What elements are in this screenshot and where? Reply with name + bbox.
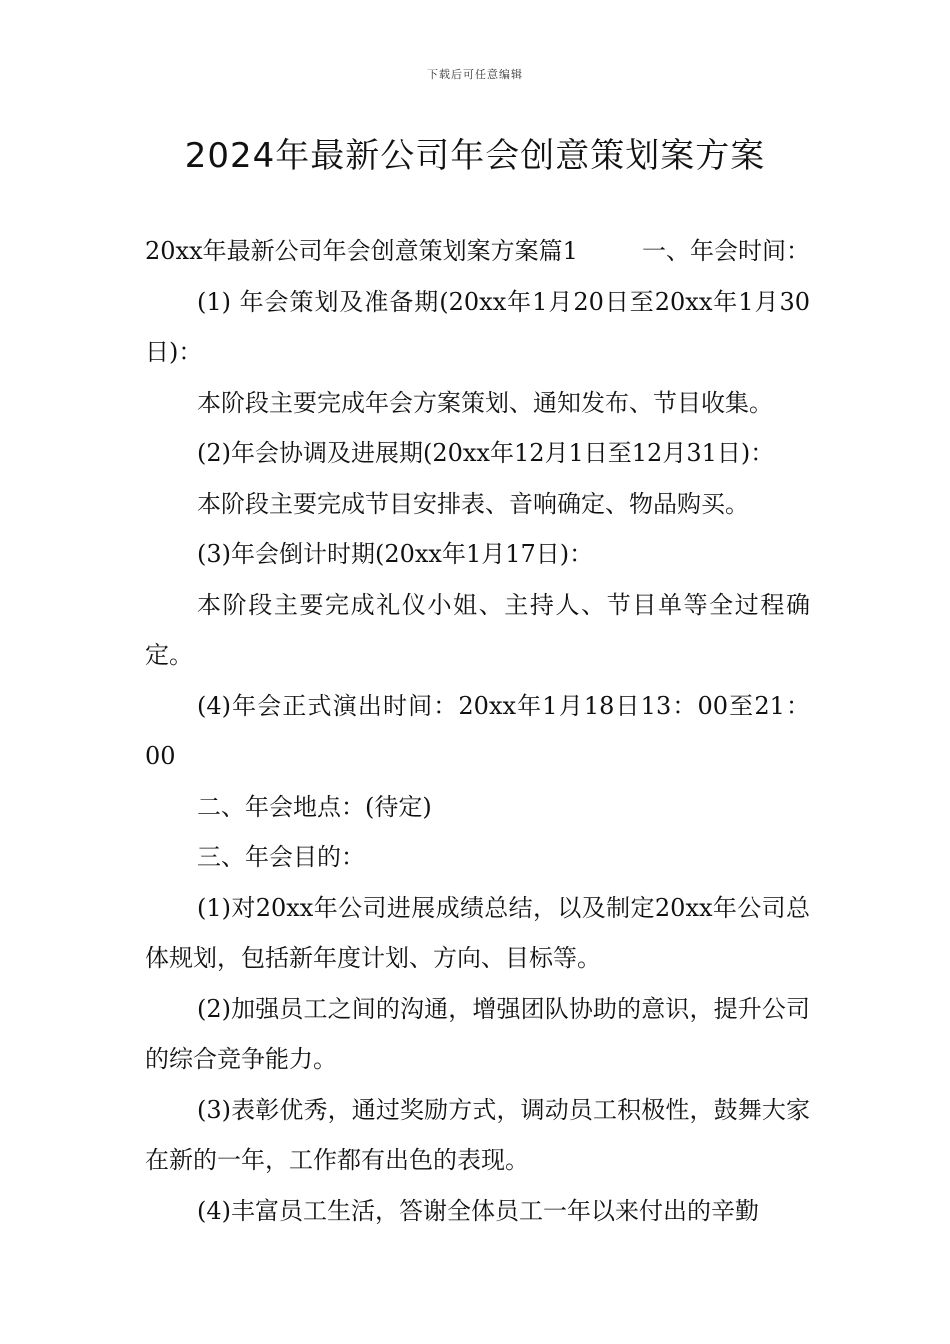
paragraph-purpose-4: (4)丰富员工生活，答谢全体员工一年以来付出的辛勤 [197,1196,759,1225]
paragraph-prep-tasks: 本阶段主要完成年会方案策划、通知发布、节目收集。 [197,388,773,417]
paragraph-purpose-1: (1)对20xx年公司进展成绩总结，以及制定20xx年公司总体规划，包括新年度计划、方向、目标等。 [145,893,810,972]
paragraph-purpose-2: (2)加强员工之间的沟通，增强团队协助的意识，提升公司的综合竞争能力。 [145,994,810,1073]
section-title: 20xx年最新公司年会创意策划案方案篇1 [145,237,578,265]
paragraph-show-time: (4)年会正式演出时间：20xx年1月18日13：00至21：00 [145,691,810,770]
document-body [145,226,810,1236]
paragraph-prep-period: (1) 年会策划及准备期(20xx年1月20日至20xx年1月30日)： [145,287,810,366]
document-title: 2024年最新公司年会创意策划案方案 [184,136,766,176]
paragraph-coordination-period: (2)年会协调及进展期(20xx年12月1日至12月31日)： [197,439,775,467]
paragraph-location: 二、年会地点：(待定) [197,792,432,821]
paragraph-purpose-3: (3)表彰优秀，通过奖励方式，调动员工积极性，鼓舞大家在新的一年，工作都有出色的表现。 [145,1095,810,1174]
section-heading-line [145,226,810,277]
header-note: 下载后可任意编辑 [427,68,523,81]
paragraph-purpose-heading: 三、年会目的： [197,843,365,871]
paragraph-coordination-tasks: 本阶段主要完成节目安排表、音响确定、物品购买。 [197,489,749,518]
paragraph-countdown-tasks: 本阶段主要完成礼仪小姐、主持人、节目单等全过程确定。 [145,590,810,669]
heading-time: 一、年会时间： [642,237,810,265]
paragraph-countdown-period: (3)年会倒计时期(20xx年1月17日)： [197,540,594,568]
